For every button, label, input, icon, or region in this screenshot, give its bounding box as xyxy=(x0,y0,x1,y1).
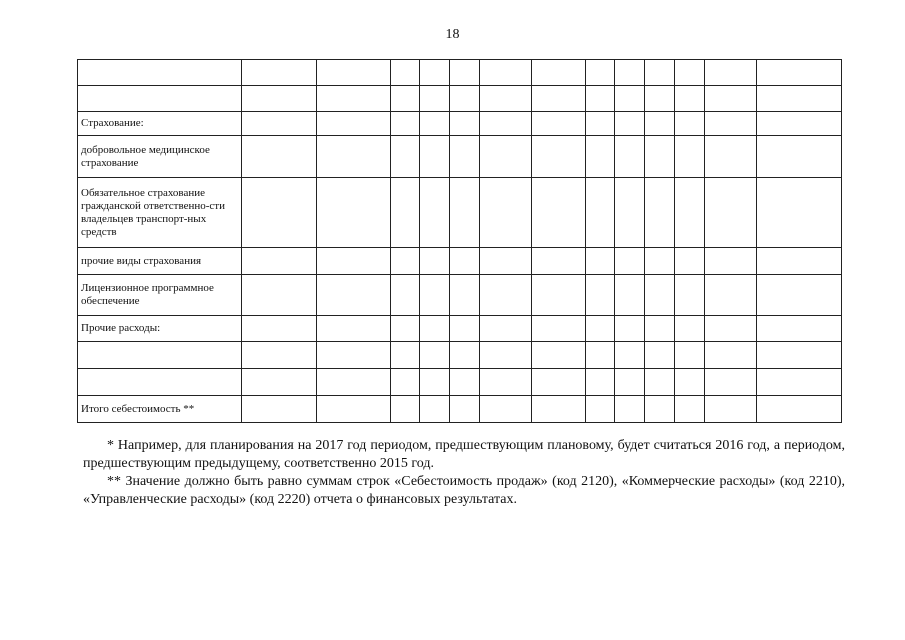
table-cell xyxy=(615,136,645,178)
table-cell xyxy=(391,178,420,248)
table-row xyxy=(78,60,842,86)
row-label xyxy=(78,60,242,86)
table-cell xyxy=(586,396,615,423)
table-cell xyxy=(675,178,705,248)
table-cell xyxy=(420,316,450,342)
table-cell xyxy=(757,60,842,86)
table-cell xyxy=(391,248,420,275)
row-label: Прочие расходы: xyxy=(78,316,242,342)
page-number: 18 xyxy=(445,27,460,42)
table-cell xyxy=(757,275,842,316)
table-cell xyxy=(242,248,317,275)
table-cell xyxy=(705,369,757,396)
table-cell xyxy=(645,396,675,423)
table-cell xyxy=(450,60,480,86)
table-cell xyxy=(450,86,480,112)
table-cell xyxy=(757,369,842,396)
table-cell xyxy=(757,86,842,112)
table-cell xyxy=(317,178,391,248)
table-cell xyxy=(242,396,317,423)
table-cell xyxy=(757,396,842,423)
table-cell xyxy=(532,369,586,396)
table-cell xyxy=(391,112,420,136)
table-cell xyxy=(705,112,757,136)
table-cell xyxy=(450,178,480,248)
table-cell xyxy=(480,275,532,316)
table-cell xyxy=(586,60,615,86)
table-cell xyxy=(615,316,645,342)
table-cell xyxy=(615,396,645,423)
table-row xyxy=(78,248,842,275)
table-cell xyxy=(705,342,757,369)
table-cell xyxy=(532,178,586,248)
row-label: Итого себестоимость ** xyxy=(78,396,242,423)
table-cell xyxy=(586,342,615,369)
table-cell xyxy=(317,316,391,342)
table-cell xyxy=(391,316,420,342)
table-cell xyxy=(645,342,675,369)
table-cell xyxy=(317,60,391,86)
table-cell xyxy=(615,248,645,275)
table-cell xyxy=(757,136,842,178)
table-cell xyxy=(242,60,317,86)
table-cell xyxy=(242,369,317,396)
table-cell xyxy=(675,86,705,112)
table-cell xyxy=(450,316,480,342)
table-cell xyxy=(420,112,450,136)
table-cell xyxy=(450,136,480,178)
table-cell xyxy=(705,316,757,342)
table-cell xyxy=(242,112,317,136)
row-label: Обязательное страхование гражданской ответственно-сти владельцев транспорт-ных средств xyxy=(78,178,242,248)
table-cell xyxy=(317,248,391,275)
row-label: Страхование: xyxy=(78,112,242,136)
table-cell xyxy=(420,369,450,396)
table-cell xyxy=(450,248,480,275)
table-row xyxy=(78,316,842,342)
table-cell xyxy=(532,60,586,86)
table-cell xyxy=(532,396,586,423)
table-cell xyxy=(242,136,317,178)
table-cell xyxy=(532,275,586,316)
table-cell xyxy=(317,86,391,112)
table-cell xyxy=(645,316,675,342)
table-cell xyxy=(675,369,705,396)
row-label: добровольное медицинское страхование xyxy=(78,136,242,178)
table-cell xyxy=(242,86,317,112)
table-cell xyxy=(615,369,645,396)
table-cell xyxy=(317,369,391,396)
row-label xyxy=(78,369,242,396)
table-cell xyxy=(391,136,420,178)
table-cell xyxy=(317,342,391,369)
table-cell xyxy=(705,275,757,316)
row-label: Лицензионное программное обеспечение xyxy=(78,275,242,316)
footnotes xyxy=(83,437,845,509)
table-cell xyxy=(705,60,757,86)
table-cell xyxy=(391,275,420,316)
table-cell xyxy=(757,248,842,275)
table-cell xyxy=(450,342,480,369)
table-cell xyxy=(757,316,842,342)
table-cell xyxy=(645,60,675,86)
table-cell xyxy=(532,112,586,136)
table-cell xyxy=(317,136,391,178)
table-cell xyxy=(645,178,675,248)
table-cell xyxy=(615,275,645,316)
table-cell xyxy=(645,248,675,275)
table-cell xyxy=(615,342,645,369)
table-cell xyxy=(705,248,757,275)
table-row xyxy=(78,178,842,248)
table-row xyxy=(78,369,842,396)
table-row xyxy=(78,112,842,136)
table-cell xyxy=(675,396,705,423)
table-cell xyxy=(420,60,450,86)
table-cell xyxy=(586,275,615,316)
table-cell xyxy=(391,60,420,86)
table-cell xyxy=(586,136,615,178)
table-cell xyxy=(705,178,757,248)
table-cell xyxy=(757,178,842,248)
row-label xyxy=(78,86,242,112)
table-cell xyxy=(480,369,532,396)
table-cell xyxy=(391,342,420,369)
table-cell xyxy=(757,112,842,136)
table-cell xyxy=(420,342,450,369)
table-cell xyxy=(391,396,420,423)
table-cell xyxy=(391,369,420,396)
table-cell xyxy=(450,369,480,396)
table-cell xyxy=(420,136,450,178)
table-cell xyxy=(480,396,532,423)
table-cell xyxy=(615,86,645,112)
table-cell xyxy=(420,275,450,316)
table-cell xyxy=(450,112,480,136)
table-cell xyxy=(242,178,317,248)
table-cell xyxy=(586,316,615,342)
table-cell xyxy=(705,136,757,178)
table-cell xyxy=(586,178,615,248)
table-cell xyxy=(675,342,705,369)
table-cell xyxy=(645,112,675,136)
table-cell xyxy=(586,248,615,275)
table-cell xyxy=(480,178,532,248)
table-row xyxy=(78,275,842,316)
table-cell xyxy=(645,369,675,396)
table-cell xyxy=(705,396,757,423)
table-cell xyxy=(675,275,705,316)
table-cell xyxy=(242,275,317,316)
table-row xyxy=(78,396,842,423)
cost-table xyxy=(77,59,842,423)
table-cell xyxy=(420,178,450,248)
table-cell xyxy=(615,112,645,136)
table-cell xyxy=(705,86,757,112)
table-cell xyxy=(420,396,450,423)
table-row xyxy=(78,136,842,178)
table-cell xyxy=(675,136,705,178)
table-cell xyxy=(317,112,391,136)
row-label xyxy=(78,342,242,369)
table-cell xyxy=(532,248,586,275)
table-cell xyxy=(480,86,532,112)
table-cell xyxy=(480,248,532,275)
table-cell xyxy=(317,396,391,423)
row-label: прочие виды страхования xyxy=(78,248,242,275)
table-cell xyxy=(645,86,675,112)
table-cell xyxy=(586,369,615,396)
table-row xyxy=(78,342,842,369)
table-cell xyxy=(450,275,480,316)
table-cell xyxy=(391,86,420,112)
footnote-1: * Например, для планирования на 2017 год периодом, предшествующим плановому, будет считаться 2016 год, а периодом, предшествующим предыдущему, соответственно 2015 год. xyxy=(83,438,845,471)
table-cell xyxy=(615,60,645,86)
table-cell xyxy=(242,342,317,369)
table-cell xyxy=(615,178,645,248)
table-cell xyxy=(532,316,586,342)
table-cell xyxy=(480,60,532,86)
table-cell xyxy=(532,86,586,112)
table-cell xyxy=(645,136,675,178)
table-cell xyxy=(757,342,842,369)
table-row xyxy=(78,86,842,112)
table-cell xyxy=(420,86,450,112)
table-cell xyxy=(450,396,480,423)
table-cell xyxy=(480,136,532,178)
table-cell xyxy=(532,136,586,178)
table-cell xyxy=(675,112,705,136)
table-cell xyxy=(675,248,705,275)
table-cell xyxy=(480,316,532,342)
table-cell xyxy=(317,275,391,316)
footnote-2: ** Значение должно быть равно суммам строк «Себестоимость продаж» (код 2120), «Коммерческие расходы» (код 2210), «Управленческие расходы» (код 2220) отчета о финансовых результатах. xyxy=(83,474,845,507)
table-cell xyxy=(645,275,675,316)
table-cell xyxy=(480,112,532,136)
table-cell xyxy=(532,342,586,369)
table-cell xyxy=(586,86,615,112)
table-cell xyxy=(675,316,705,342)
table-cell xyxy=(480,342,532,369)
table-cell xyxy=(420,248,450,275)
table-cell xyxy=(586,112,615,136)
table-cell xyxy=(675,60,705,86)
table-cell xyxy=(242,316,317,342)
